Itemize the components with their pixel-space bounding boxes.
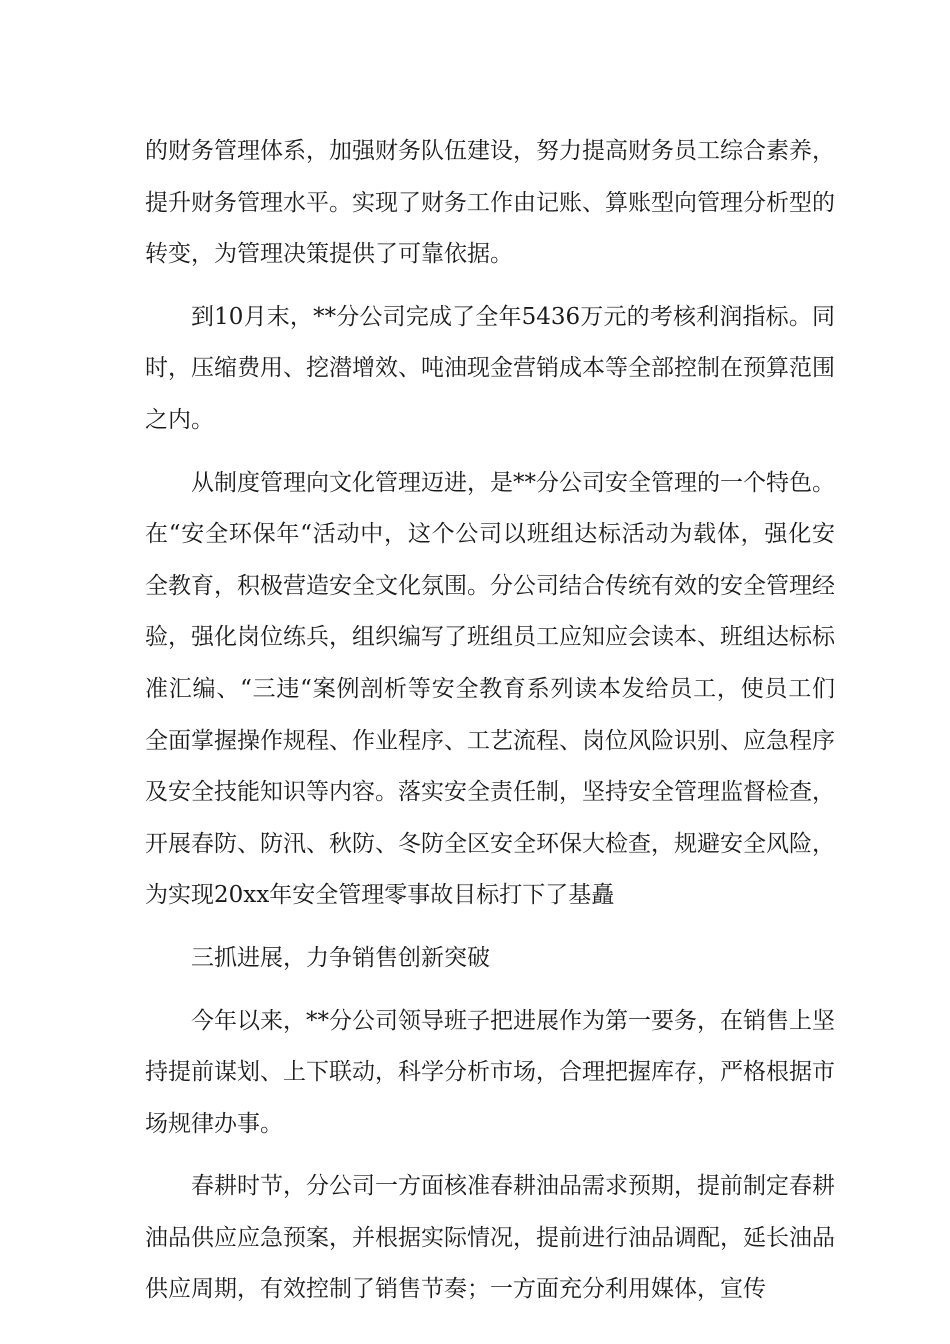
paragraph-profit-target: 到10月末，**分公司完成了全年5436万元的考核利润指标。同时，压缩费用、挖潜增效、吨油现金营销成本等全部控制在预算范围之内。 (145, 303, 835, 433)
paragraph-finance-system: 的财务管理体系，加强财务队伍建设，努力提高财务员工综合素养，提升财务管理水平。实现了财务工作由记账、算账型向管理分析型的转变，为管理决策提供了可靠依据。 (145, 138, 835, 268)
section-heading-sales: 三抓进展，力争销售创新突破 (191, 944, 490, 971)
paragraph-leadership-development: 今年以来，**分公司领导班子把进展作为第一要务，在销售上坚持提前谋划、上下联动，科学分析市场，合理把握库存，严格根据市场规律办事。 (145, 1007, 835, 1137)
document-body (145, 126, 835, 1327)
paragraph-safety-management: 从制度管理向文化管理迈进，是**分公司安全管理的一个特色。在“安全环保年“活动中，这个公司以班组达标活动为载体，强化安全教育，积极营造安全文化氛围。分公司结合传统有效的安全管理经验，强化岗位练兵，组织编写了班组员工应知应会读本、班组达标标准汇编、“三违“案例剖析等安全教育系列读本发给员工，使员工们全面掌握操作规程、作业程序、工艺流程、岗位风险识别、应急程序及安全技能知识等内容。落实安全责任制，坚持安全管理监督检查，开展春防、防汛、秋防、冬防全区安全环保大检查，规避安全风险，为实现20xx年安全管理零事故目标打下了基矗 (145, 469, 835, 909)
paragraph-spring-ploughing: 春耕时节，分公司一方面核准春耕油品需求预期，提前制定春耕油品供应应急预案，并根据实际情况，提前进行油品调配，延长油品供应周期，有效控制了销售节奏；一方面充分利用媒体，宣传 (145, 1173, 835, 1303)
